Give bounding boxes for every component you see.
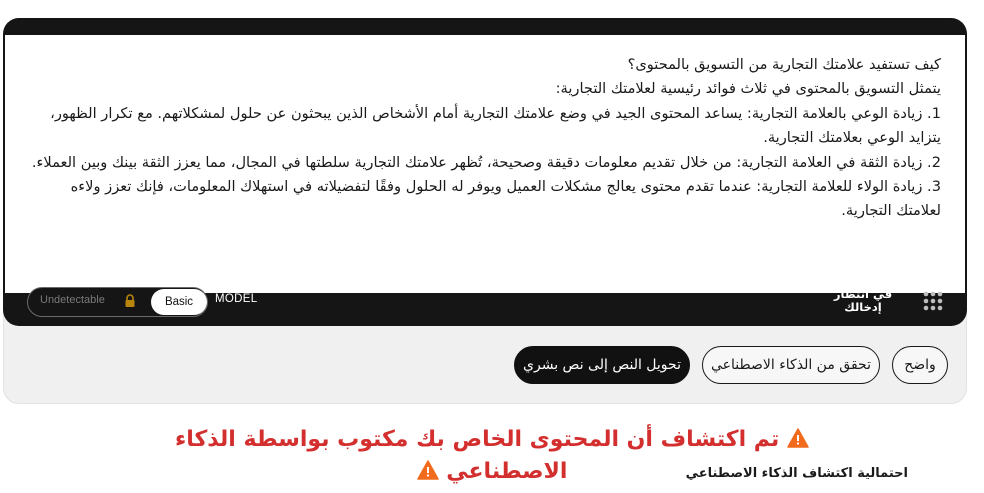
clear-button[interactable]: واضح [892,346,948,384]
warning-icon [417,458,439,478]
text-item-2: 2. زيادة الثقة في العلامة التجارية: من خلال تقديم معلومات دقيقة وصحيحة، تُظهر علامتك التجارية سلطتها في المجال، مما يعزز الثقة بينك وبين العملاء. [31,153,941,171]
model-label: MODEL [215,293,258,305]
detect-ai-button[interactable]: تحقق من الذكاء الاصطناعي [702,346,880,384]
ai-probability-label: احتمالية اكتشاف الذكاء الاصطناعي [685,466,908,481]
text-question: كيف تستفيد علامتك التجارية من التسويق بالمحتوى؟ [627,56,941,73]
result-title-text: تم اكتشاف أن المحتوى الخاص بك مكتوب بواسطة الذكاء الاصطناعي [174,427,780,484]
mode-basic-option[interactable]: Basic [151,289,207,315]
mode-undetectable-option[interactable]: Undetectable [40,294,105,306]
lock-icon [124,293,136,309]
text-item-1: 1. زيادة الوعي بالعلامة التجارية: يساعد المحتوى الجيد في وضع علامتك التجارية أمام الأشخاص الذين يبحثون عن حلول لمشكلاتهم. مع تكرار الظهور، يتزايد الوعي بعلامتك التجارية. [50,104,941,147]
mode-toggle[interactable] [27,287,208,317]
humanize-button[interactable]: تحويل النص إلى نص بشري [514,346,690,384]
status-text: في انتظار إدخالك [833,287,893,314]
text-input-area[interactable] [5,35,965,293]
warning-icon [787,426,809,446]
grid-dots-icon [923,291,943,311]
editor-toolbar [3,276,967,326]
editor-panel [3,18,967,326]
text-item-3: 3. زيادة الولاء للعلامة التجارية: عندما تقدم محتوى يعالج مشكلات العميل ويوفر له الحلول وفقًا لتفضيلاته في استهلاك المعلومات، فإنك تعزز ولاءه لعلامتك التجارية. [70,178,941,220]
text-intro: يتمثل التسويق بالمحتوى في ثلاث فوائد رئيسية لعلامتك التجارية: [555,80,941,98]
